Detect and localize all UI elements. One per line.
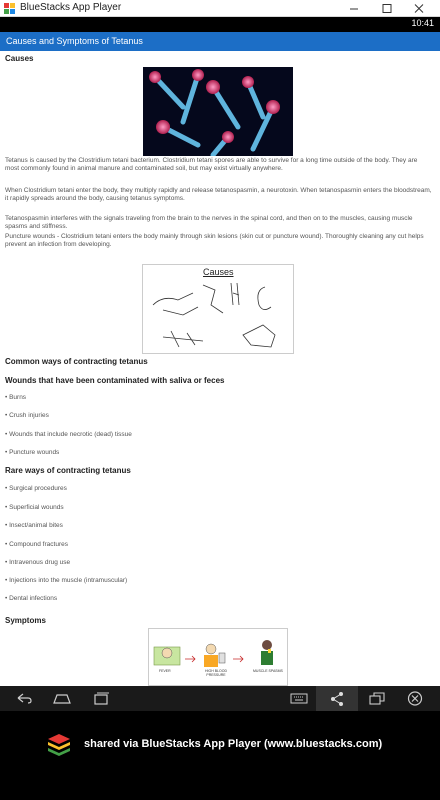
home-icon[interactable] [52, 690, 72, 707]
window-toggle-icon[interactable] [367, 690, 387, 707]
android-nav-bar [0, 686, 440, 711]
list-item: • Surgical procedures [5, 485, 67, 492]
app-header [0, 32, 440, 51]
paragraph-2: When Clostridium tetani enter the body, they multiply rapidly and release tetanospasmin, a neurotoxin. When tetanospasmin enters the bloodstream, it rapidly spreads around the body, causing tetanus symptoms. [5, 187, 432, 202]
share-button[interactable] [316, 686, 358, 711]
causes-diagram-title: Causes [203, 267, 234, 277]
heading-rare-ways: Rare ways of contracting tetanus [5, 466, 131, 475]
heading-wounds: Wounds that have been contaminated with saliva or feces [5, 376, 225, 385]
list-item: • Insect/animal bites [5, 522, 63, 529]
list-item: • Puncture wounds [5, 449, 60, 456]
list-item: • Dental infections [5, 595, 58, 602]
back-icon[interactable] [14, 690, 34, 707]
heading-common-ways: Common ways of contracting tetanus [5, 357, 148, 366]
bluestacks-logo-icon [46, 732, 72, 758]
list-item: • Burns [5, 394, 27, 401]
symptom-label: MUSCLE SPASMS [253, 669, 283, 673]
share-icon [327, 690, 347, 707]
close-icon[interactable] [405, 0, 433, 17]
exit-icon[interactable] [405, 690, 425, 707]
list-item: • Intravenous drug use [5, 559, 71, 566]
bacteria-image [143, 67, 293, 156]
android-status-bar [0, 17, 440, 32]
symptom-label: HIGH BLOOD PRESSURE [205, 669, 227, 677]
heading-causes: Causes [5, 54, 34, 63]
symptoms-image [148, 628, 288, 686]
list-item: • Crush injuries [5, 412, 49, 419]
list-item: • Compound fractures [5, 541, 68, 548]
app-title: Causes and Symptoms of Tetanus [6, 36, 143, 46]
paragraph-4: Puncture wounds - Clostridium tetani enters the body mainly through skin lesions (skin cut or puncture wound). Thoroughly cleaning any cut helps prevent an infection from developing. [5, 233, 424, 248]
symptom-label: FEVER [159, 669, 171, 673]
article-content[interactable] [0, 51, 440, 686]
heading-symptoms: Symptoms [5, 616, 46, 625]
recent-apps-icon[interactable] [91, 690, 111, 707]
list-item: • Superficial wounds [5, 504, 64, 511]
footer-text: shared via BlueStacks App Player (www.bluestacks.com) [84, 738, 383, 750]
maximize-icon[interactable] [373, 0, 401, 17]
causes-diagram [142, 264, 294, 354]
paragraph-3: Tetanospasmin interferes with the signals traveling from the brain to the nerves in the spinal cord, and then on to the muscles, causing muscle spasms and stiffness. [5, 215, 413, 230]
share-footer [0, 711, 440, 800]
list-item: • Injections into the muscle (intramuscular) [5, 577, 128, 584]
list-item: • Wounds that include necrotic (dead) tissue [5, 431, 132, 438]
paragraph-1: Tetanus is caused by the Clostridium tetani bacterium. Clostridium tetani spores are able to survive for a long time outside of the body. They are most commonly found in animal manure and contaminated soil, but may exist virtually anywhere. [5, 157, 418, 172]
keyboard-icon[interactable] [289, 690, 309, 707]
status-time: 10:41 [411, 18, 434, 28]
bluestacks-logo-icon [3, 2, 16, 15]
window-title: BlueStacks App Player [20, 2, 122, 13]
window-titlebar [0, 0, 440, 17]
minimize-icon[interactable] [340, 0, 368, 17]
